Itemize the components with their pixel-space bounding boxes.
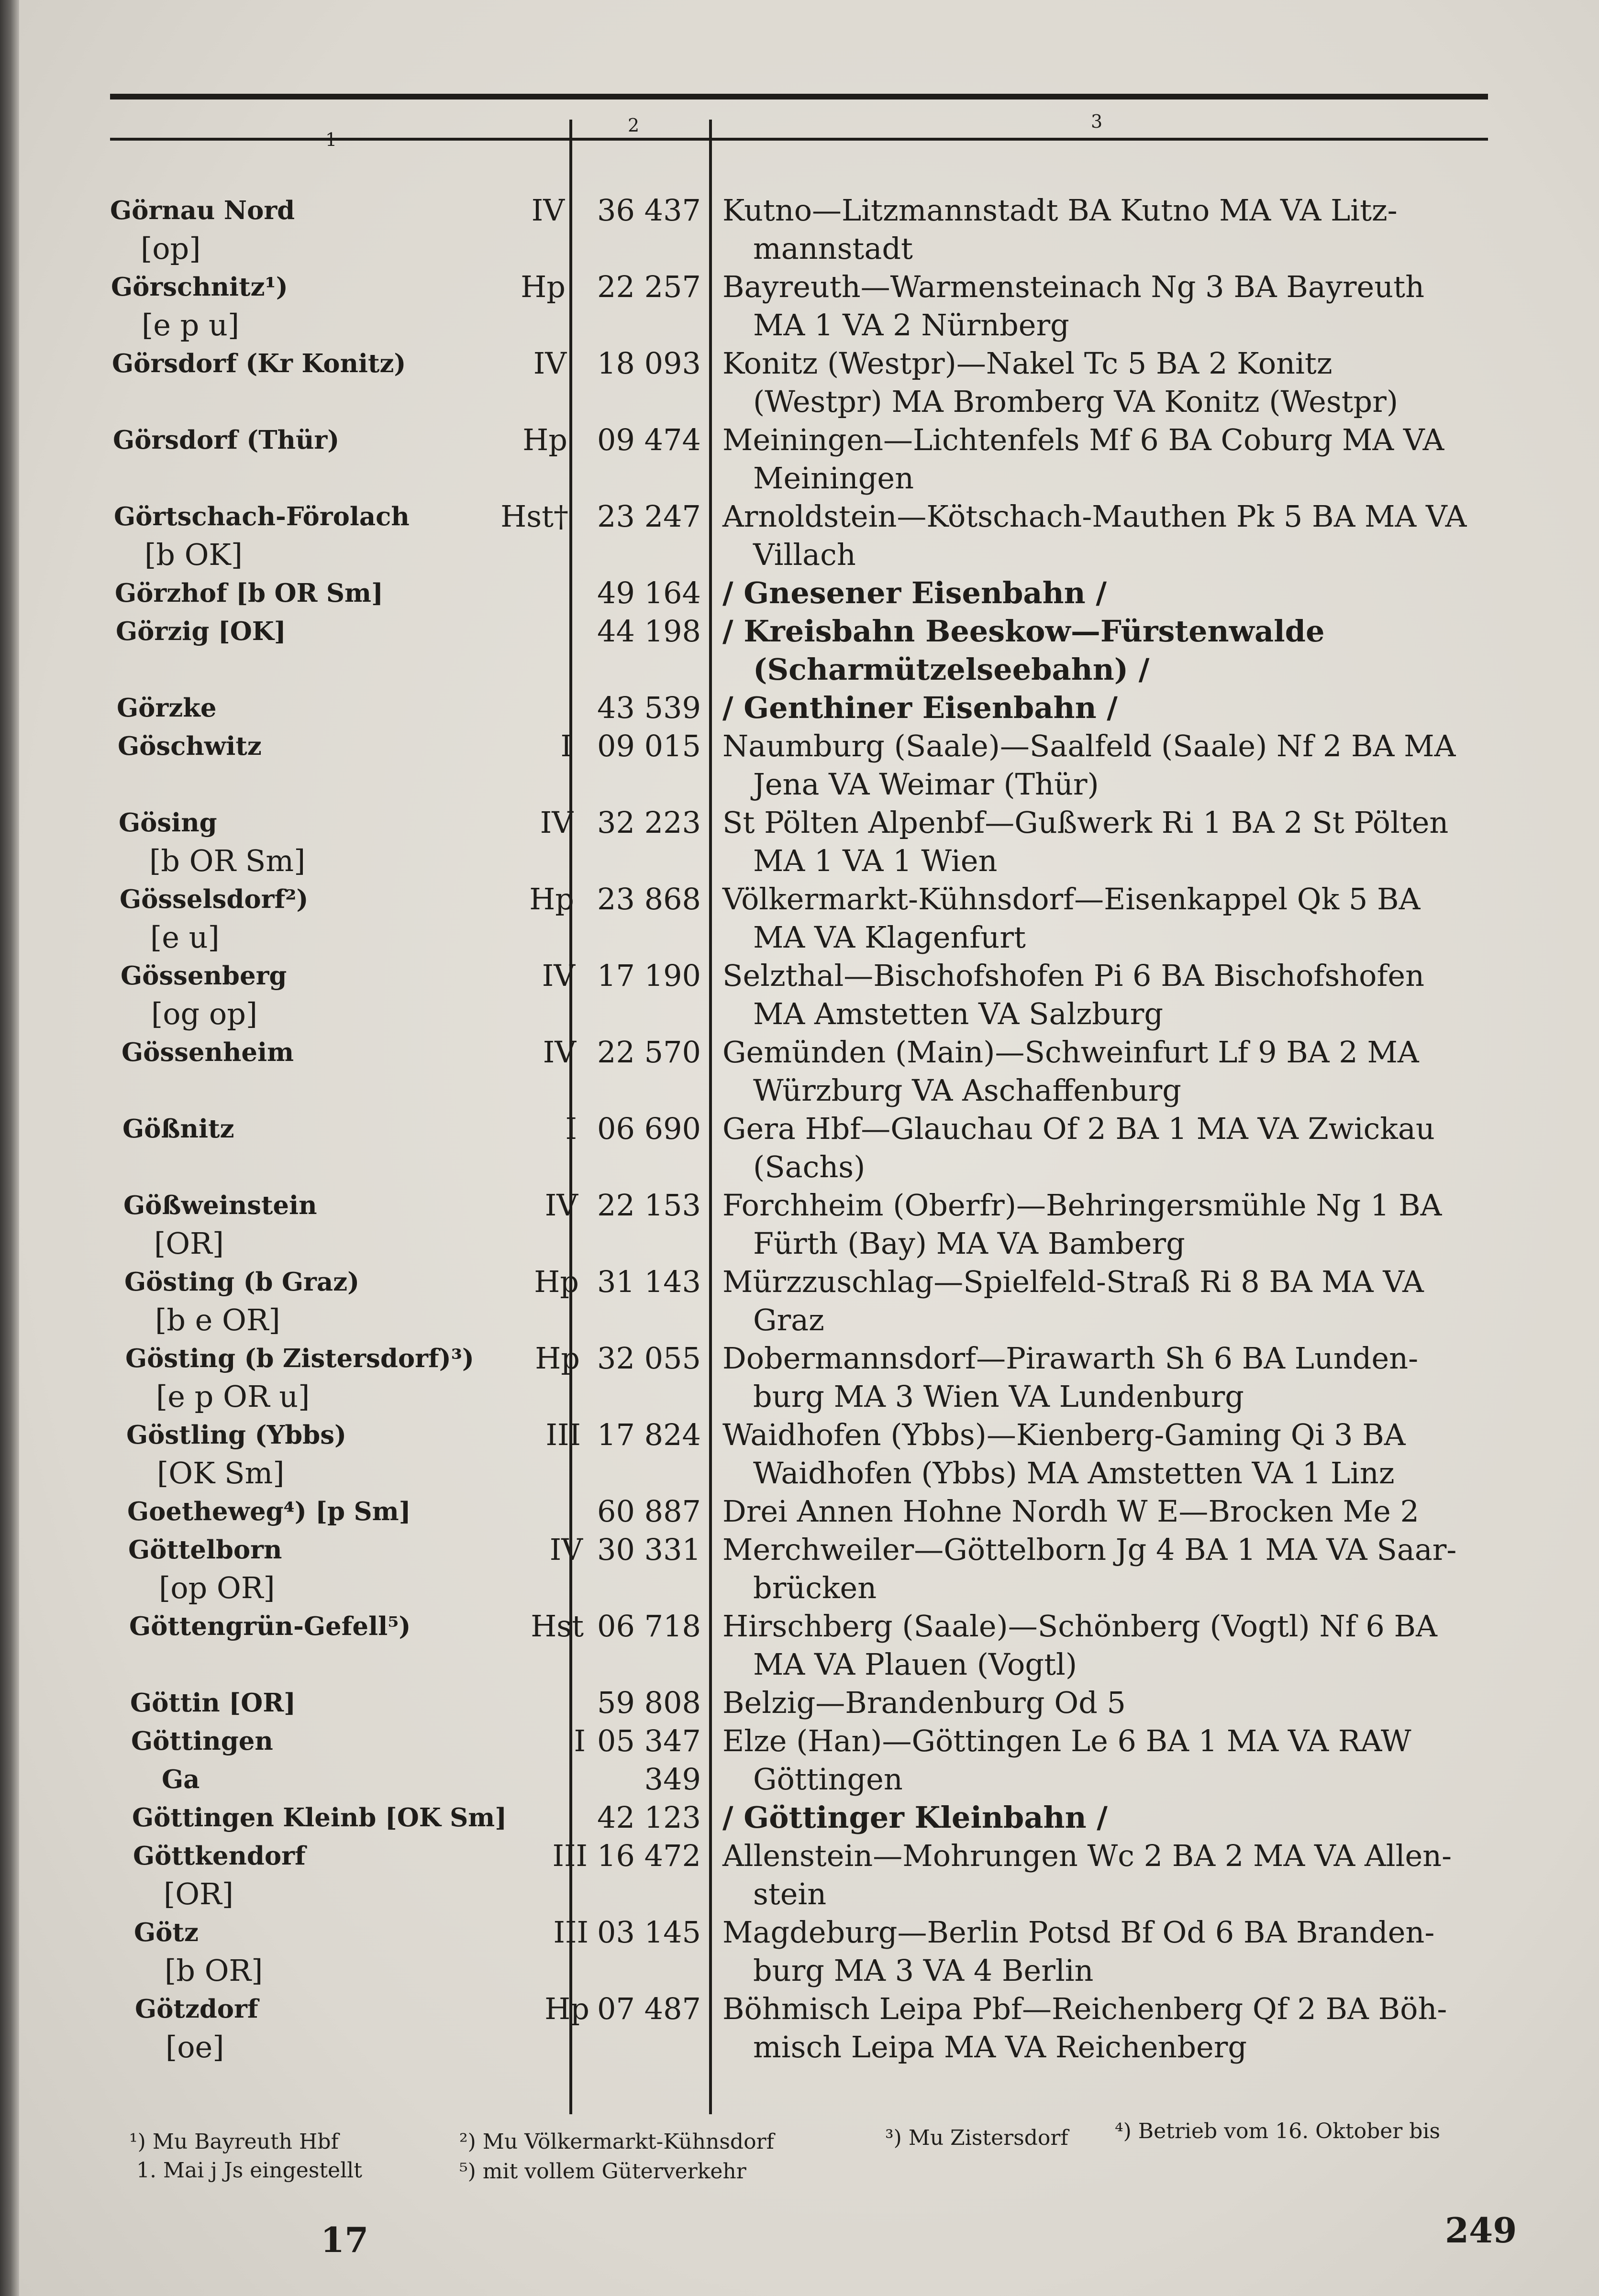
station-cell <box>131 1722 586 1799</box>
station-cell <box>114 497 568 574</box>
station-name: Göttin [OR] <box>130 1688 296 1718</box>
route-description <box>722 191 1517 268</box>
station-code: 42 123 <box>597 1800 701 1835</box>
footnote-4: ⁴) Betrieb vom 16. Oktober bis <box>1115 2119 1441 2143</box>
station-name: Görsdorf (Kr Konitz) <box>112 349 406 378</box>
route-line: Arnoldstein—Kötschach-Mauthen Pk 5 BA MA VA <box>722 499 1467 534</box>
route-line: / Göttinger Kleinbahn / <box>722 1800 1108 1835</box>
route-line: Drei Annen Hohne Nordh W E—Brocken Me 2 <box>722 1494 1419 1529</box>
station-class: I <box>560 729 572 763</box>
route-description <box>722 268 1517 344</box>
station-class: Hp <box>535 1341 580 1376</box>
station-class: IV <box>544 1188 578 1223</box>
route-line: MA Amstetten VA Salzburg <box>753 996 1164 1031</box>
station-class: Hst <box>531 1609 584 1644</box>
station-name: Göstling (Ybbs) <box>126 1420 346 1450</box>
station-name: Görtschach-Förolach <box>114 502 410 531</box>
station-class: Hp <box>534 1264 579 1299</box>
station-code-cell <box>577 1684 701 1722</box>
route-line: Magdeburg—Berlin Potsd Bf Od 6 BA Branden- <box>722 1915 1435 1950</box>
route-line: (Sachs) <box>753 1149 866 1184</box>
route-description <box>722 1684 1517 1722</box>
station-code: 18 093 <box>597 346 701 381</box>
route-description <box>722 1607 1517 1684</box>
station-code-cell <box>577 1531 701 1569</box>
station-code: 23 247 <box>597 499 701 534</box>
station-cell <box>110 191 565 268</box>
route-line: Würzburg VA Aschaffenburg <box>753 1073 1181 1108</box>
column-divider-2 <box>709 120 712 2114</box>
station-code-cell <box>577 1722 701 1799</box>
station-name: Gössenberg <box>121 961 287 991</box>
route-description <box>722 804 1517 880</box>
route-line: (Westpr) MA Bromberg VA Konitz (Westpr) <box>753 384 1399 419</box>
route-description <box>722 1263 1517 1339</box>
station-code-cell <box>577 1263 701 1301</box>
route-description <box>722 689 1517 727</box>
station-name: Göschwitz <box>118 731 262 761</box>
station-code: 36 437 <box>597 193 701 228</box>
footnote-3: ³) Mu Zistersdorf <box>885 2126 1068 2150</box>
station-code-cell <box>577 191 701 230</box>
page-number-left: 17 <box>321 2219 369 2260</box>
station-note: [b e OR] <box>155 1303 280 1337</box>
station-code: 17 824 <box>597 1417 701 1452</box>
station-name: Göttengrün-Gefell⁵) <box>129 1612 411 1641</box>
station-cell <box>113 421 567 459</box>
route-line: Forchheim (Oberfr)—Behringersmühle Ng 1 BA <box>722 1188 1442 1223</box>
route-line: Böhmisch Leipa Pbf—Reichenberg Qf 2 BA Böh- <box>722 1991 1447 2026</box>
route-line: / Genthiner Eisenbahn / <box>722 690 1118 725</box>
station-cell <box>129 1607 584 1645</box>
route-description <box>722 1110 1517 1186</box>
station-class: I <box>574 1723 586 1758</box>
route-line: MA VA Plauen (Vogtl) <box>753 1647 1077 1682</box>
station-code-cell <box>577 1033 701 1071</box>
page-number-right: 249 <box>1445 2210 1517 2251</box>
route-line: Waidhofen (Ybbs)—Kienberg-Gaming Qi 3 BA <box>722 1417 1406 1452</box>
station-cell <box>126 1416 581 1492</box>
footnote-4-continued: 1. Mai j Js eingestellt <box>136 2158 362 2183</box>
station-class: IV <box>543 1035 576 1070</box>
station-code-cell <box>577 1339 701 1378</box>
route-line: mannstadt <box>753 231 913 266</box>
station-note: [OR] <box>154 1226 224 1261</box>
station-code-cell <box>577 727 701 765</box>
station-code: 05 347 <box>597 1723 701 1758</box>
station-code-cell <box>577 1607 701 1645</box>
station-class: IV <box>531 193 565 228</box>
route-description <box>722 1913 1517 1990</box>
station-class: Hp <box>529 882 574 916</box>
station-code-cell <box>577 1416 701 1454</box>
station-cell <box>125 1339 580 1416</box>
station-code-cell <box>577 957 701 995</box>
station-code: 31 143 <box>597 1264 701 1299</box>
station-cell <box>128 1531 583 1607</box>
route-description <box>722 1416 1517 1492</box>
station-cell <box>119 804 573 880</box>
route-description <box>722 1722 1517 1799</box>
station-name: Gösing <box>119 808 217 838</box>
station-cell <box>115 574 569 612</box>
station-code: 06 718 <box>597 1609 701 1644</box>
station-code-cell <box>577 1110 701 1148</box>
station-code: 22 570 <box>597 1035 701 1070</box>
station-code-cell <box>577 1913 701 1952</box>
route-description <box>722 727 1517 804</box>
column-header-3: 3 <box>1091 111 1103 132</box>
station-code: 32 223 <box>597 805 701 840</box>
station-code-cell <box>577 1799 701 1837</box>
station-name: Göttingen <box>131 1726 273 1756</box>
route-description <box>722 1990 1517 2066</box>
route-line: Völkermarkt-Kühnsdorf—Eisenkappel Qk 5 BA <box>722 882 1421 916</box>
station-note: [op] <box>141 231 201 266</box>
route-line: Meiningen <box>753 461 914 496</box>
route-description <box>722 957 1517 1033</box>
station-class: III <box>545 1417 581 1452</box>
station-name: Görschnitz¹) <box>111 272 288 302</box>
station-code: 09 474 <box>597 422 701 457</box>
station-cell <box>124 1263 579 1339</box>
route-line: Selzthal—Bischofshofen Pi 6 BA Bischofshofen <box>722 958 1425 993</box>
route-line: MA VA Klagenfurt <box>753 920 1026 955</box>
station-name: Görzke <box>117 693 217 723</box>
station-cell <box>127 1492 582 1531</box>
station-class: Hp <box>522 422 567 457</box>
route-line: St Pölten Alpenbf—Gußwerk Ri 1 BA 2 St Pölten <box>722 805 1449 840</box>
route-line: burg MA 3 VA 4 Berlin <box>753 1953 1094 1988</box>
route-line: burg MA 3 Wien VA Lundenburg <box>753 1379 1244 1414</box>
station-code-cell <box>577 804 701 842</box>
station-cell <box>120 880 574 957</box>
station-cell <box>135 1990 589 2066</box>
station-note: [e p OR u] <box>156 1379 310 1414</box>
station-class: IV <box>549 1532 583 1567</box>
station-code: 16 472 <box>597 1838 701 1873</box>
station-code: 60 887 <box>597 1494 701 1529</box>
station-note: [e u] <box>150 920 220 955</box>
route-line: Gera Hbf—Glauchau Of 2 BA 1 MA VA Zwickau <box>722 1111 1435 1146</box>
station-note: [oe] <box>166 2030 224 2064</box>
route-line: Waidhofen (Ybbs) MA Amstetten VA 1 Linz <box>753 1456 1395 1490</box>
station-name: Gösting (b Graz) <box>124 1267 360 1297</box>
station-note: [OK Sm] <box>157 1456 285 1490</box>
station-name: Gösting (b Zistersdorf)³) <box>125 1344 474 1373</box>
route-line: Elze (Han)—Göttingen Le 6 BA 1 MA VA RAW <box>722 1723 1411 1758</box>
route-line: Göttingen <box>753 1762 903 1797</box>
route-line: Allenstein—Mohrungen Wc 2 BA 2 MA VA Allen- <box>722 1838 1452 1873</box>
route-description <box>722 1186 1517 1263</box>
header-rule-bottom <box>110 138 1488 141</box>
column-header-2: 2 <box>628 115 640 136</box>
station-code-cell <box>577 1186 701 1225</box>
route-line: Dobermannsdorf—Pirawarth Sh 6 BA Lunden- <box>722 1341 1419 1376</box>
station-note: Ga <box>162 1765 200 1794</box>
station-cell <box>118 727 572 765</box>
station-code-cell <box>577 497 701 536</box>
station-code-cell <box>577 1990 701 2028</box>
route-line: stein <box>753 1877 827 1911</box>
route-description <box>722 1492 1517 1531</box>
station-note: [OR] <box>164 1877 233 1911</box>
station-name: Göttkendorf <box>133 1841 306 1871</box>
route-line: Meiningen—Lichtenfels Mf 6 BA Coburg MA VA <box>722 422 1444 457</box>
station-cell <box>133 1837 588 1913</box>
route-description <box>722 497 1517 574</box>
station-code-cell <box>577 574 701 612</box>
station-name: Götzdorf <box>135 1994 258 2024</box>
station-class: Hp <box>544 1991 589 2026</box>
station-name: Görsdorf (Thür) <box>113 425 340 455</box>
station-code-cell <box>577 880 701 918</box>
station-name: Gössenheim <box>122 1038 294 1067</box>
station-class: IV <box>540 805 573 840</box>
station-name: Gößnitz <box>122 1114 234 1144</box>
station-class: Hst† <box>500 499 568 534</box>
route-line: / Kreisbahn Beeskow—Fürstenwalde <box>722 614 1325 649</box>
route-line: Konitz (Westpr)—Nakel Tc 5 BA 2 Konitz <box>722 346 1332 381</box>
station-cell <box>122 1033 576 1071</box>
route-line: Hirschberg (Saale)—Schönberg (Vogtl) Nf 6 BA <box>722 1609 1437 1644</box>
station-code-cell <box>577 1492 701 1531</box>
station-code-cell <box>577 268 701 306</box>
station-cell <box>130 1684 585 1722</box>
station-note: [og op] <box>151 996 258 1031</box>
route-description <box>722 1531 1517 1607</box>
station-code: 22 257 <box>597 269 701 304</box>
station-cell <box>132 1799 587 1837</box>
station-code: 32 055 <box>597 1341 701 1376</box>
station-code: 23 868 <box>597 882 701 916</box>
station-code: 17 190 <box>597 958 701 993</box>
route-line: brücken <box>753 1570 877 1605</box>
route-line: Jena VA Weimar (Thür) <box>753 767 1099 802</box>
route-description <box>722 344 1517 421</box>
route-line: MA 1 VA 2 Nürnberg <box>753 308 1069 342</box>
route-line: (Scharmützelseebahn) / <box>753 652 1150 687</box>
station-code-secondary: 349 <box>644 1762 701 1797</box>
route-description <box>722 1837 1517 1913</box>
station-cell <box>117 689 571 727</box>
route-line: MA 1 VA 1 Wien <box>753 843 998 878</box>
station-code: 06 690 <box>597 1111 701 1146</box>
station-class: III <box>553 1915 589 1950</box>
route-line: / Gnesener Eisenbahn / <box>722 575 1107 610</box>
route-description <box>722 612 1517 689</box>
route-description <box>722 1799 1517 1837</box>
station-cell <box>111 268 566 344</box>
station-cell <box>134 1913 589 1990</box>
station-name: Göttingen Kleinb [OK Sm] <box>132 1803 507 1832</box>
route-description <box>722 1033 1517 1110</box>
station-note: [b OR Sm] <box>149 843 306 878</box>
station-code: 30 331 <box>597 1532 701 1567</box>
route-line: Mürzzuschlag—Spielfeld-Straß Ri 8 BA MA VA <box>722 1264 1424 1299</box>
station-code-cell <box>577 689 701 727</box>
station-class: IV <box>533 346 566 381</box>
station-name: Göttelborn <box>128 1535 282 1565</box>
header-rule-top <box>110 94 1488 99</box>
station-name: Görzig [OK] <box>116 617 286 646</box>
station-cell <box>116 612 570 651</box>
station-name: Gösselsdorf²) <box>120 884 309 914</box>
station-code-cell <box>577 344 701 383</box>
station-code-cell <box>577 1837 701 1875</box>
station-class: Hp <box>521 269 566 304</box>
route-line: Naumburg (Saale)—Saalfeld (Saale) Nf 2 BA MA <box>722 729 1456 763</box>
station-note: [op OR] <box>159 1570 275 1605</box>
station-name: Görnau Nord <box>110 196 295 225</box>
footnote-1: ¹) Mu Bayreuth Hbf <box>129 2130 339 2154</box>
station-code: 03 145 <box>597 1915 701 1950</box>
station-code-cell <box>577 612 701 651</box>
footnote-5: ⁵) mit vollem Güterverkehr <box>459 2159 746 2184</box>
station-class: IV <box>542 958 575 993</box>
station-note: [b OK] <box>144 537 243 572</box>
station-cell <box>112 344 566 383</box>
station-code: 43 539 <box>597 690 701 725</box>
station-name: Gößweinstein <box>123 1191 317 1220</box>
column-header-1: 1 <box>325 129 337 150</box>
station-cell <box>121 957 575 1033</box>
station-cell <box>123 1186 578 1263</box>
station-name: Götz <box>134 1918 199 1947</box>
station-name: Görzhof [b OR Sm] <box>115 578 383 608</box>
route-line: Belzig—Brandenburg Od 5 <box>722 1685 1126 1720</box>
station-class: III <box>552 1838 588 1873</box>
station-code: 49 164 <box>597 575 701 610</box>
station-code: 44 198 <box>597 614 701 649</box>
route-line: Merchweiler—Göttelborn Jg 4 BA 1 MA VA Saar- <box>722 1532 1457 1567</box>
route-description <box>722 1339 1517 1416</box>
route-line: Fürth (Bay) MA VA Bamberg <box>753 1226 1185 1261</box>
page <box>19 0 1599 2296</box>
route-description <box>722 880 1517 957</box>
route-description <box>722 421 1517 497</box>
book-spine-shadow <box>0 0 19 2296</box>
station-cell <box>122 1110 577 1148</box>
station-name: Goetheweg⁴) [p Sm] <box>127 1497 411 1526</box>
route-line: Graz <box>753 1303 824 1337</box>
route-line: misch Leipa MA VA Reichenberg <box>753 2030 1247 2064</box>
route-line: Bayreuth—Warmensteinach Ng 3 BA Bayreuth <box>722 269 1425 304</box>
station-code: 22 153 <box>597 1188 701 1223</box>
station-note: [e p u] <box>142 308 240 342</box>
station-code: 07 487 <box>597 1991 701 2026</box>
route-line: Gemünden (Main)—Schweinfurt Lf 9 BA 2 MA <box>722 1035 1419 1070</box>
station-note: [b OR] <box>165 1953 263 1988</box>
station-code: 59 808 <box>597 1685 701 1720</box>
route-description <box>722 574 1517 612</box>
footnote-2: ²) Mu Völkermarkt-Kühnsdorf <box>459 2130 774 2154</box>
station-code: 09 015 <box>597 729 701 763</box>
route-line: Kutno—Litzmannstadt BA Kutno MA VA Litz- <box>722 193 1398 228</box>
route-line: Villach <box>753 537 856 572</box>
station-code-cell <box>577 421 701 459</box>
station-class: I <box>565 1111 577 1146</box>
